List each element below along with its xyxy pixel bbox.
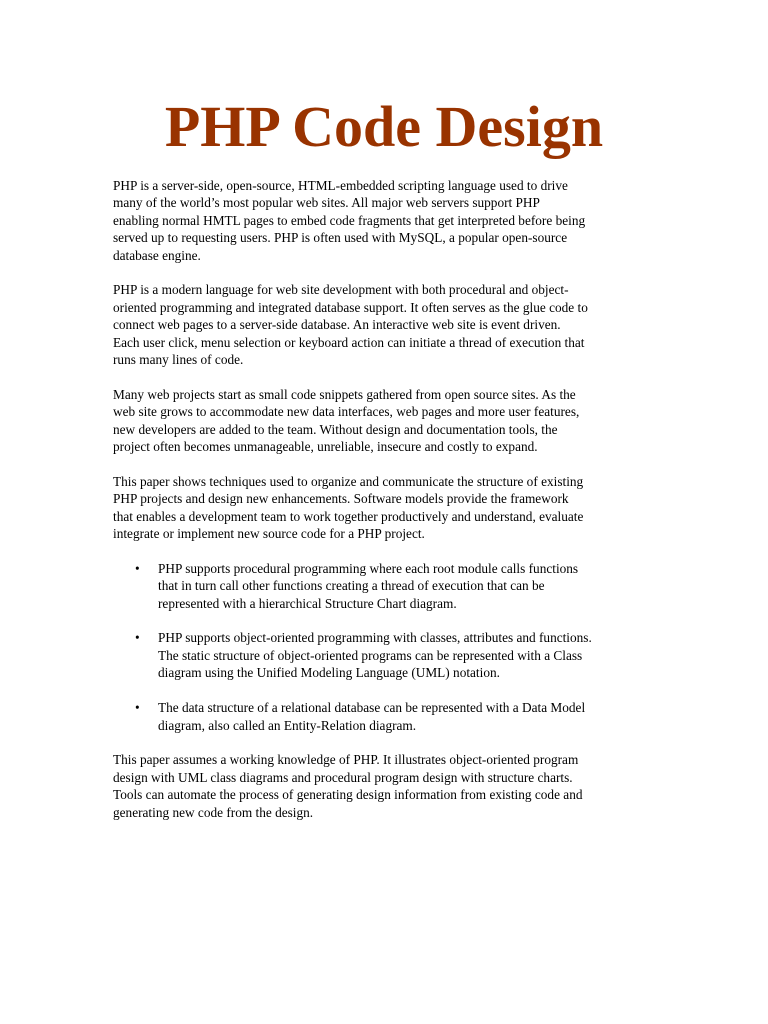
text-line: The data structure of a relational database can be represented with a Data Model <box>158 700 586 716</box>
text-line: that enables a development team to work together productively and understand, evaluate <box>113 508 584 524</box>
text-line: diagram, also called an Entity-Relation diagram. <box>158 717 417 733</box>
bullet-item-data-model <box>113 699 661 734</box>
text-line: runs many lines of code. <box>113 352 244 368</box>
text-line: diagram using the Unified Modeling Language (UML) notation. <box>158 665 500 681</box>
text-line: This paper shows techniques used to organize and communicate the structure of existing <box>113 473 584 489</box>
text-line: Each user click, menu selection or keyboard action can initiate a thread of execution that <box>113 334 585 350</box>
text-line: design with UML class diagrams and procedural program design with structure charts. <box>113 769 573 785</box>
bullet-icon: • <box>135 630 140 646</box>
document-body <box>113 177 661 838</box>
text-line: PHP is a server-side, open-source, HTML-embedded scripting language used to drive <box>113 178 568 193</box>
text-line: served up to requesting users. PHP is often used with MySQL, a popular open-source <box>113 230 568 246</box>
bullet-icon: • <box>135 560 140 576</box>
paragraph-intro <box>113 177 661 264</box>
bullet-item-object-oriented <box>113 629 661 681</box>
text-line: web site grows to accommodate new data interfaces, web pages and more user features, <box>113 404 580 420</box>
text-line: that in turn call other functions creating a thread of execution that can be <box>158 578 545 594</box>
text-line: Many web projects start as small code snippets gathered from open source sites. As the <box>113 386 576 402</box>
text-line: PHP supports object-oriented programming with classes, attributes and functions. <box>158 630 592 646</box>
text-line: represented with a hierarchical Structure Chart diagram. <box>158 595 457 611</box>
text-line: PHP is a modern language for web site development with both procedural and object- <box>113 282 569 298</box>
text-line: database engine. <box>113 247 201 263</box>
paragraph-web-projects <box>113 386 661 456</box>
text-line: oriented programming and integrated database support. It often serves as the glue code to <box>113 299 588 315</box>
text-line: generating new code from the design. <box>113 804 314 820</box>
text-line: PHP projects and design new enhancements. Software models provide the framework <box>113 491 569 507</box>
paragraph-modern-language <box>113 281 661 368</box>
paragraph-techniques <box>113 473 661 543</box>
text-line: new developers are added to the team. Without design and documentation tools, the <box>113 421 558 437</box>
text-line: many of the world’s most popular web sites. All major web servers support PHP <box>113 195 540 211</box>
text-line: project often becomes unmanageable, unreliable, insecure and costly to expand. <box>113 439 538 455</box>
bullet-list <box>113 560 661 734</box>
text-line: connect web pages to a server-side database. An interactive web site is event driven. <box>113 317 561 333</box>
text-line: This paper assumes a working knowledge of PHP. It illustrates object-oriented program <box>113 752 579 768</box>
text-line: enabling normal HMTL pages to embed code fragments that get interpreted before being <box>113 212 586 228</box>
text-line: Tools can automate the process of generating design information from existing code and <box>113 787 583 803</box>
paragraph-assumptions <box>113 751 661 821</box>
text-line: The static structure of object-oriented programs can be represented with a Class <box>158 647 583 663</box>
document-title: PHP Code Design <box>164 94 604 159</box>
bullet-icon: • <box>135 700 140 716</box>
text-line: integrate or implement new source code for a PHP project. <box>113 526 425 542</box>
text-line: PHP supports procedural programming where each root module calls functions <box>158 560 579 576</box>
bullet-item-procedural <box>113 560 661 612</box>
